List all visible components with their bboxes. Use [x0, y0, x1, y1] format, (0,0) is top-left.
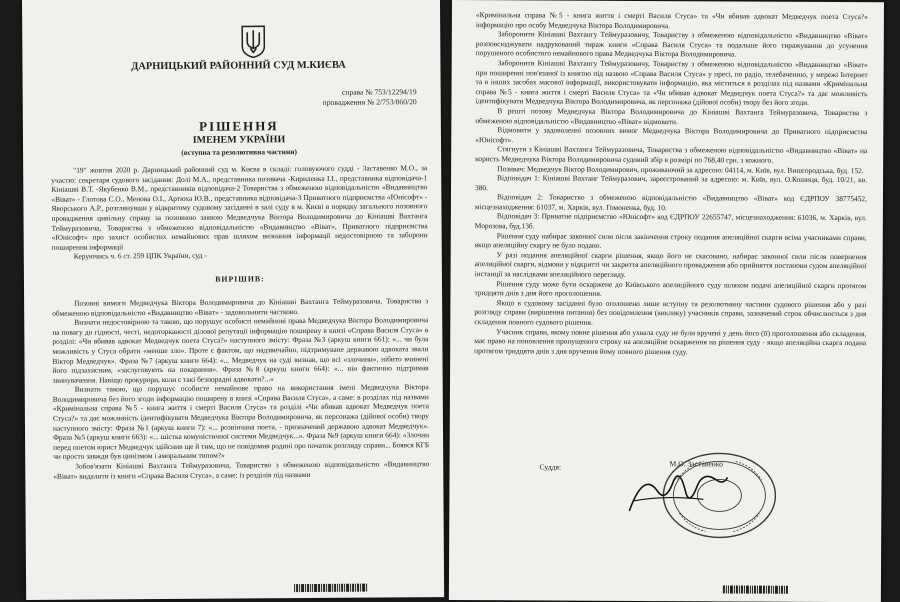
appeal-court-paragraph: Рішення суду може бути оскаржене до Київського апеляційного суду шляхом подачі апеляційної скарги протягом тридцяти днів з дня його проголошення.: [474, 278, 867, 299]
coat-of-arms-trident-icon: [240, 24, 266, 58]
judge-name: М.О. Заставенко: [669, 459, 723, 469]
judge-signature: [623, 461, 733, 522]
left-body-text: [51, 163, 429, 481]
ruling-paragraph-4: Зобов'язати Кініашві Вахтанга Теймуразовича, Товариство з обмеженою відповідальністю «Видавництво «Віват» видалити із книги «Справа Василя Стуса», а саме: із розділів під назвами: [53, 459, 430, 481]
document-page-left: [22, 0, 444, 600]
term-renewal-paragraph: Учасник справи, якому повне рішення або ухвала суду не були вручені у день його (її) проголошення або складення, має право на поновлення пропущеного строку на апеляційне оскарження на рішення суду - якщо апеляційна скарга подана протягом тридцяти днів з дня вручення йому повного рішення суду.: [474, 326, 867, 357]
right-body-text: [474, 10, 868, 357]
ban-media-paragraph: Заборонити Кініашві Вахтангу Теймуразовичу, Товариству з обмеженою відповідальністю «Видавництво «Віват» при поширенні пов'язаної із книгою під назвою «Справа Василя Стуса» у пресі, по радіо, телебаченню, у мережі Інтернет та в інших засобах масової інформації, використовувати інформацію, яка міститься в розділах під назвами «Кримінальна справа №5 - книга життя і смерті Василя Стуса» та «Чи вбивав адвокат Медведчук поета Стуса?» та дає можливість ідентифікувати Медведчука Віктора Володимировича, як персонажа (дійової особи) твору без його згоди.: [475, 58, 868, 108]
ruling-paragraph-2: Визнати недостовірною та такою, що порушує особисті немайнові права Медведчука Віктора Володимировича на повагу до гідності, честі, недоторканості ділової репутації інформацію поширену в книзі «Справа Василя Стуса» в розділі: «Чи вбивав адвокат Медведчук поета Стуса?» наступного змісту: Фраза №3 (аркуш книги 661): «... чи була можливість у Стуса обрати «менше зло». Проте є фактом, що надзвичайно, підтримуване державою адвоката звали Віктор Медведчук». Фраза №7 (аркуш книги 664): «... Медведчук на суді визнав, що всі «злочини», нібито вчинені його підзахисним, «заслуговують на покарання». Фраза №8 (аркуш книги 664): «... він фактично підтримав звинувачення. Навіщо прокурори, коли є такі безпорадні адвокати?...»: [52, 315, 429, 385]
appeal-effect-paragraph: У разі подання апеляційної скарги рішення, якщо його не скасовано, набирає законної сили після повернення апеляційної скарги, відмови у відкритті чи закриття апеляційного провадження або прийняття постанови судом апеляційної інстанції за наслідками апеляційного перегляду.: [474, 250, 867, 279]
plaintiff-address: Позивач: Медведчук Віктор Володимирович, проживаючий за адресою: 04114, м. Київ, вул. Вишгородська, буд. 152.: [497, 163, 864, 175]
continuation-paragraph: «Кримінальна справа №5 - книга життя і смерті Василя Стуса» та «Чи вбивав адвокат Медведчук поета Стуса?» інформацію про особу Медведчука Віктора Володимировича.: [475, 10, 868, 30]
appeal-term-paragraph: Якщо в судовому засіданні було оголошено лише вступну та резолютивну частини судового рішення або у разі розгляду справи (вирішення питання) без повідомлення (виклику) учасників справи, зазначений строк обчислюється з дня складення повного судового рішення.: [474, 298, 867, 327]
ban-distribution-paragraph: Заборонити Кініашві Вахтангу Теймуразовичу, Товариству з обмеженою відповідальністю «Видавництво «Віват» розповсюджувати надрукований тираж книги «Справа Василя Стуса» та подальше його тиражування до усунення порушеного особистого немайнового права Медведчука Віктора Володимировича.: [475, 29, 868, 59]
decision-title: РІШЕННЯ: [199, 118, 279, 134]
barcode-left: [294, 584, 367, 593]
document-page-right: [449, 0, 884, 602]
unisoft-denied-paragraph: Відмовити у задоволенні позовних вимог Медведчука Віктора Володимировича до Приватного підприємства «Юнісофт».: [475, 125, 868, 145]
intro-paragraph: "19" жовтня 2020 р. Дарницький районний суд м. Києва в складі: головуючого судді - Заставенко М.О., за участю: секретаря судового засідання: Долі М.А., представника позивача -Кириленка І.І., представника відповідача-1 Кініашві В.Т. -Якубенко В.М., представників відповідача-2 Товариства з обмеженою відповідальністю «Видавництво «Віват» - Глотова С.О., Менова О.І., Артюха Ю.В., представника відповідача-3 Приватного підприємства «Юнісофт» - Яворського А.Р., розглянувши у відкритому судовому засіданні в залі суду в м. Києві в порядку загального позовного провадження цивільну справу за позовною заявою Медведчука Віктора Володимировича до Кініашві Вахтанга Теймуразовича, Товариства з обмеженою відповідальністю «Видавництво «Віват», Приватного підприємства «Юнісофт» про захист особистих немайнових прав шляхом визнання інформації недостовірною та заборони поширення інформації: [51, 163, 428, 252]
ruling-paragraph-1: Позовні вимоги Медведчука Віктора Володимировича до Кініашві Вахтанга Теймуразовича, Товариства з обмеженою відповідальністю «Видавництво «Віват» - задовольнити частково.: [52, 296, 429, 318]
court-fee-paragraph: Стягнути з Кініашві Вахтанга Теймуразовича, Товариства з обмеженою відповідальністю «Видавництво «Віват» на користь Медведчука Віктора Володимировича судовий збір в розмірі по 768,40 грн. з кожного.: [475, 144, 868, 165]
court-name: ДАРНИЦЬКИЙ РАЙОННИЙ СУД М.КИЄВА: [131, 59, 346, 73]
case-number-block: [323, 87, 417, 108]
decision-subtitle: ІМЕНЕМ УКРАЇНИ: [192, 134, 286, 146]
governing-law-paragraph: Керуючись ч. 6 ст. 259 ЦПК України, суд -: [73, 251, 207, 261]
barcode-right: [723, 585, 788, 593]
defendant-2-address: Відповідач 2: Товариство з обмеженою відповідальністю «Видавництво «Віват» код ЄДРПОУ 38775452, місцезнаходження: 61037, м. Харків, вул. Гомоненка, буд. 10.: [474, 192, 867, 213]
ruling-paragraph-3: Визнати такою, що порушує особисте немайнове право на використання імені Медведчука Віктора Володимировича без його згоди інформацію поширену в книзі «Справа Василя Стуса», а саме: в розділах під назвами «Кримінальна справа №5 - книга життя і смерті Василя Стуса» та розділі «Чи вбивав адвокат Медведчук поета Стуса?» та дає можливість ідентифікувати Медведчука Віктора Володимировича, як персонажа (дійової особи) твору наступного змісту: Фраза №1 (аркуш книги 7): «... розвінчана поета, - призначений державою адвокат Медведчук». Фраза №5 (аркуш книги 663): «... шістка комуністичної системи Медведчук...». Фраза №9 (аркуш книги 664): «Злочин перед поетом юрист Медведчук здійснив ще й тим, що не повідомив родині про початок розгляду справи... Боявся КГБ чи просто завжди був цинізмом і аморальним типом?»: [52, 382, 430, 462]
judge-label: Суддя:: [539, 462, 562, 472]
case-number: справа № 753/12294/19: [341, 87, 417, 97]
resolves-heading: ВИРІШИВ:: [215, 274, 265, 284]
entry-into-force-paragraph: Рішення суду набирає законної сили після закінчення строку подання апеляційної скарги всіма учасниками справи, якщо апеляційну скаргу не було подано.: [474, 230, 867, 251]
defendant-3-address: Відповідач 3: Приватне підприємство «Юнісофт» код ЄДРПОУ 22655747, місцезнаходження: 61036, м. Харків, вул. Морозова, буд.13б.: [474, 211, 867, 231]
rest-denied-paragraph: В решті позову Медведчука Віктора Володимировича до Кініашві Вахтанга Теймуразовича, Товариства з обмеженою відповідальністю «Видавництво «Віват» відмовити.: [475, 106, 868, 126]
proceeding-number: провадження № 2/753/860/20: [322, 97, 417, 107]
decision-part-note: (вступна та резолютивна частини): [181, 147, 297, 157]
defendant-1-address: Відповідач 1: Кініашві Вахтанг Теймуразович, зареєстрований за адресою: м. Київ, вул. О.Кошиця, буд. 10/21, кв. 380.: [474, 173, 868, 192]
